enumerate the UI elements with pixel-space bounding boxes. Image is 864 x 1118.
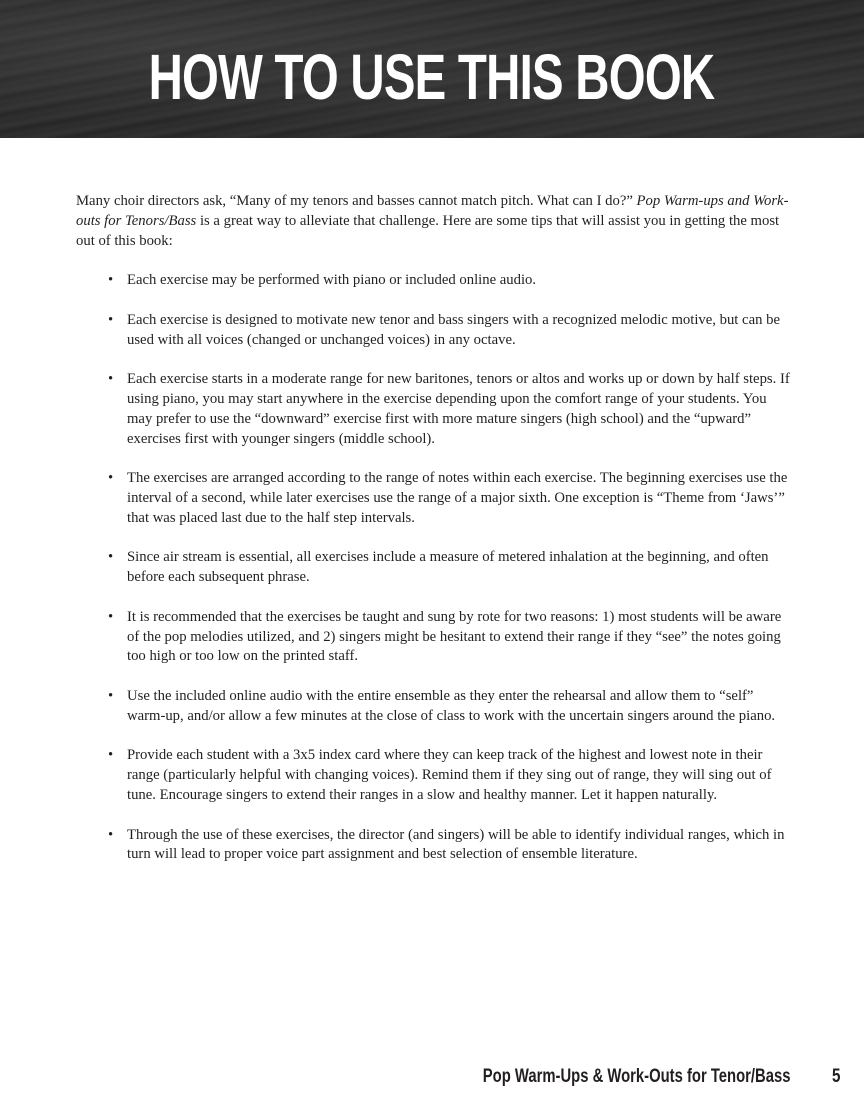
bullet-icon: •	[108, 311, 114, 328]
tips-list	[76, 271, 790, 865]
tip-item	[76, 469, 790, 528]
tip-text: Each exercise may be performed with piano or included online audio.	[127, 272, 537, 289]
bullet-icon: •	[108, 747, 114, 764]
tip-text: Each exercise is designed to motivate new tenor and bass singers with a recognized melodic motive, but can be used with all voices (changed or unchanged voices) in any octave.	[127, 311, 780, 348]
bullet-icon: •	[108, 371, 114, 388]
book-title-italic: Pop Warm-ups and Work-outs for Tenors/Bass	[76, 193, 789, 229]
tip-item	[76, 370, 790, 449]
page-number: 5	[832, 1066, 841, 1087]
tip-text: Provide each student with a 3x5 index card where they can keep track of the highest and lowest note in their range (particularly helpful with changing voices). Remind them if they sing out of range, they will sing out of tune. Encourage singers to extend their ranges in a slow and healthy manner. Let it happen naturally.	[127, 747, 772, 803]
intro-paragraph	[76, 192, 790, 251]
bullet-icon: •	[108, 549, 114, 566]
tip-item	[76, 687, 790, 727]
footer-book-title: Pop Warm-Ups & Work-Outs for Tenor/Bass	[482, 1066, 790, 1087]
bullet-icon: •	[108, 826, 114, 843]
tip-text: Each exercise starts in a moderate range for new baritones, tenors or altos and works up or down by half steps. If using piano, you may start anywhere in the exercise depending upon the comfort range of your students. You may prefer to use the “downward” exercise first with more mature singers (high school) and the “upward” exercises first with younger singers (middle school).	[127, 371, 790, 447]
tip-text: Use the included online audio with the entire ensemble as they enter the rehearsal and allow them to “self” warm-up, and/or allow a few minutes at the close of class to work with the uncertain singers around the piano.	[127, 687, 776, 724]
bullet-icon: •	[108, 470, 114, 487]
bullet-icon: •	[108, 608, 114, 625]
intro-text-1: Many choir directors ask, “Many of my tenors and basses cannot match pitch. What can I do?”	[76, 193, 637, 209]
header-banner	[0, 0, 864, 138]
tip-text: It is recommended that the exercises be taught and sung by rote for two reasons: 1) most students will be aware of the pop melodies utilized, and 2) singers might be hesitant to extend their range if they “see” the notes going too high or too low on the printed staff.	[127, 608, 782, 665]
intro-text-2: is a great way to alleviate that challenge. Here are some tips that will assist you in getting the most out of this book:	[76, 212, 780, 249]
bullet-icon: •	[108, 272, 114, 289]
tip-text: Since air stream is essential, all exercises include a measure of metered inhalation at the beginning, and often before each subsequent phrase.	[127, 549, 769, 586]
page-title: HOW TO USE THIS BOOK	[148, 41, 715, 113]
tip-item	[76, 826, 790, 866]
tip-item	[76, 271, 790, 291]
bullet-icon: •	[108, 687, 114, 704]
tip-item	[76, 746, 790, 805]
tip-item	[76, 311, 790, 351]
tip-item	[76, 608, 790, 667]
tip-text: Through the use of these exercises, the director (and singers) will be able to identify individual ranges, which in turn will lead to proper voice part assignment and best selection of ensemble literature.	[127, 826, 785, 863]
page-footer	[0, 1066, 864, 1092]
tip-text: The exercises are arranged according to the range of notes within each exercise. The beginning exercises use the interval of a second, while later exercises use the range of a major sixth. One exception is “Theme from ‘Jaws’” that was placed last due to the half step intervals.	[127, 470, 788, 526]
tip-item	[76, 548, 790, 588]
page-body	[76, 192, 790, 885]
